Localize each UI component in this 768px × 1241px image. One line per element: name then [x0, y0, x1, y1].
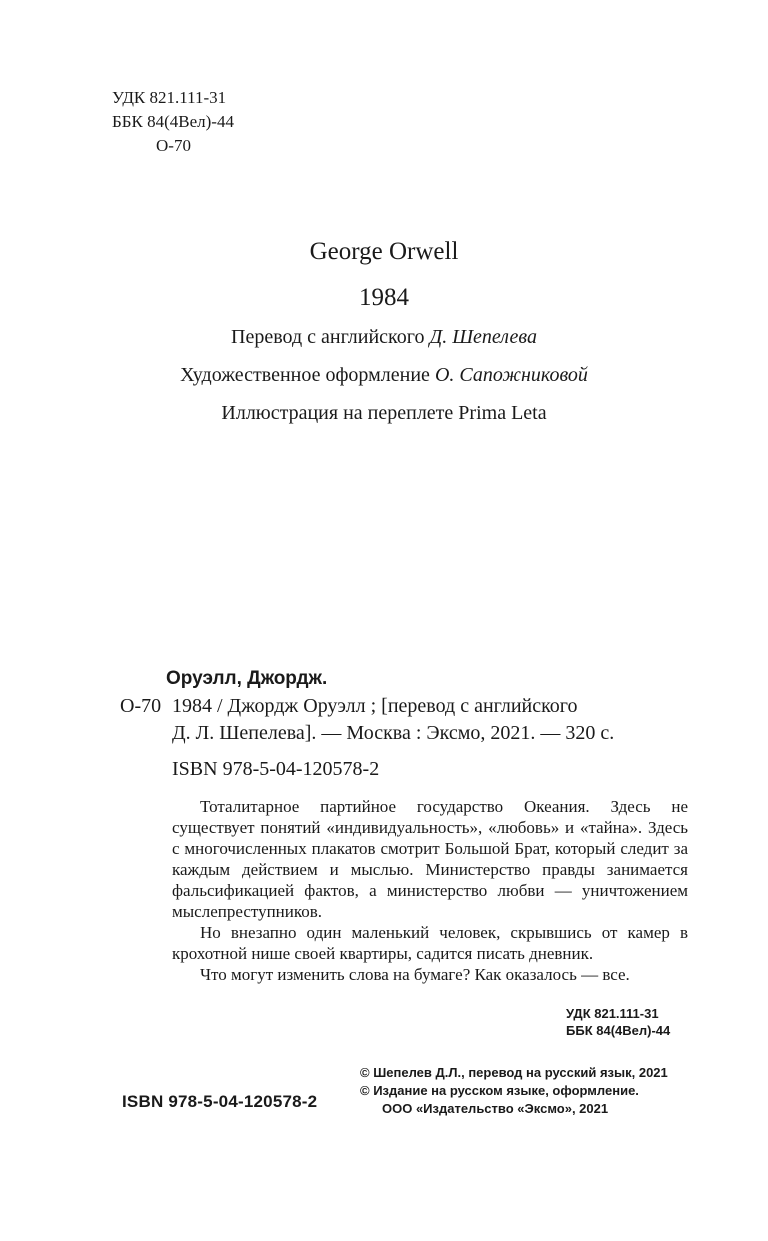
- bottom-bbk-code: ББК 84(4Вел)-44: [566, 1023, 671, 1038]
- card-author: Оруэлл, Джордж.: [166, 668, 328, 689]
- card-isbn: ISBN 978-5-04-120578-2: [172, 758, 380, 780]
- design-credit: [0, 364, 768, 387]
- author-english: George Orwell: [309, 238, 459, 265]
- card-description-line2: Д. Л. Шепелева]. — Москва : Эксмо, 2021. — 320 с.: [172, 722, 615, 744]
- translation-credit: [0, 326, 768, 349]
- designer-name: О. Сапожниковой: [434, 364, 588, 386]
- illustration-credit: Иллюстрация на переплете Prima Leta: [221, 402, 547, 424]
- bbk-code: ББК 84(4Вел)-44: [112, 112, 234, 131]
- annotation-paragraph-1: Тоталитарное партийное государство Океания. Здесь не существует понятий «индивидуальность», «любовь» и «тайна». Здесь с многочисленных плакатов смотрит Большой Брат, который следит за каждым действием и мыслью. Министерство правды занимается фальсификацией фактов, а министерство любви — уничтожением мыслепреступников.: [172, 797, 688, 921]
- annotation-paragraph-2: Но внезапно один маленький человек, скрывшись от камер в крохотной нише своей квартиры, садится писать дневник.: [172, 923, 688, 963]
- author-mark: О-70: [156, 136, 191, 155]
- translator-name: Д. Шепелева: [429, 326, 537, 348]
- copyright: [360, 1064, 668, 1118]
- classification-codes: [112, 86, 234, 158]
- bottom-udk-code: УДК 821.111-31: [566, 1006, 659, 1021]
- card-code: О-70: [120, 695, 162, 717]
- copyright-line-3: ООО «Издательство «Эксмо», 2021: [382, 1101, 609, 1116]
- translation-prefix: Перевод с английского: [231, 326, 425, 348]
- design-prefix: Художественное оформление: [180, 364, 430, 386]
- isbn-main: ISBN 978-5-04-120578-2: [122, 1092, 318, 1111]
- card-description-line1: 1984 / Джордж Оруэлл ; [перевод с английского: [172, 695, 578, 717]
- udk-code: УДК 821.111-31: [112, 88, 227, 107]
- bottom-classification-codes: [566, 1005, 670, 1039]
- book-title: 1984: [359, 284, 409, 311]
- annotation-paragraph-3: Что могут изменить слова на бумаге? Как оказалось — все.: [200, 965, 630, 984]
- copyright-line-2: © Издание на русском языке, оформление.: [360, 1083, 639, 1098]
- annotation: [172, 796, 688, 985]
- copyright-line-1: © Шепелев Д.Л., перевод на русский язык, 2021: [360, 1065, 668, 1080]
